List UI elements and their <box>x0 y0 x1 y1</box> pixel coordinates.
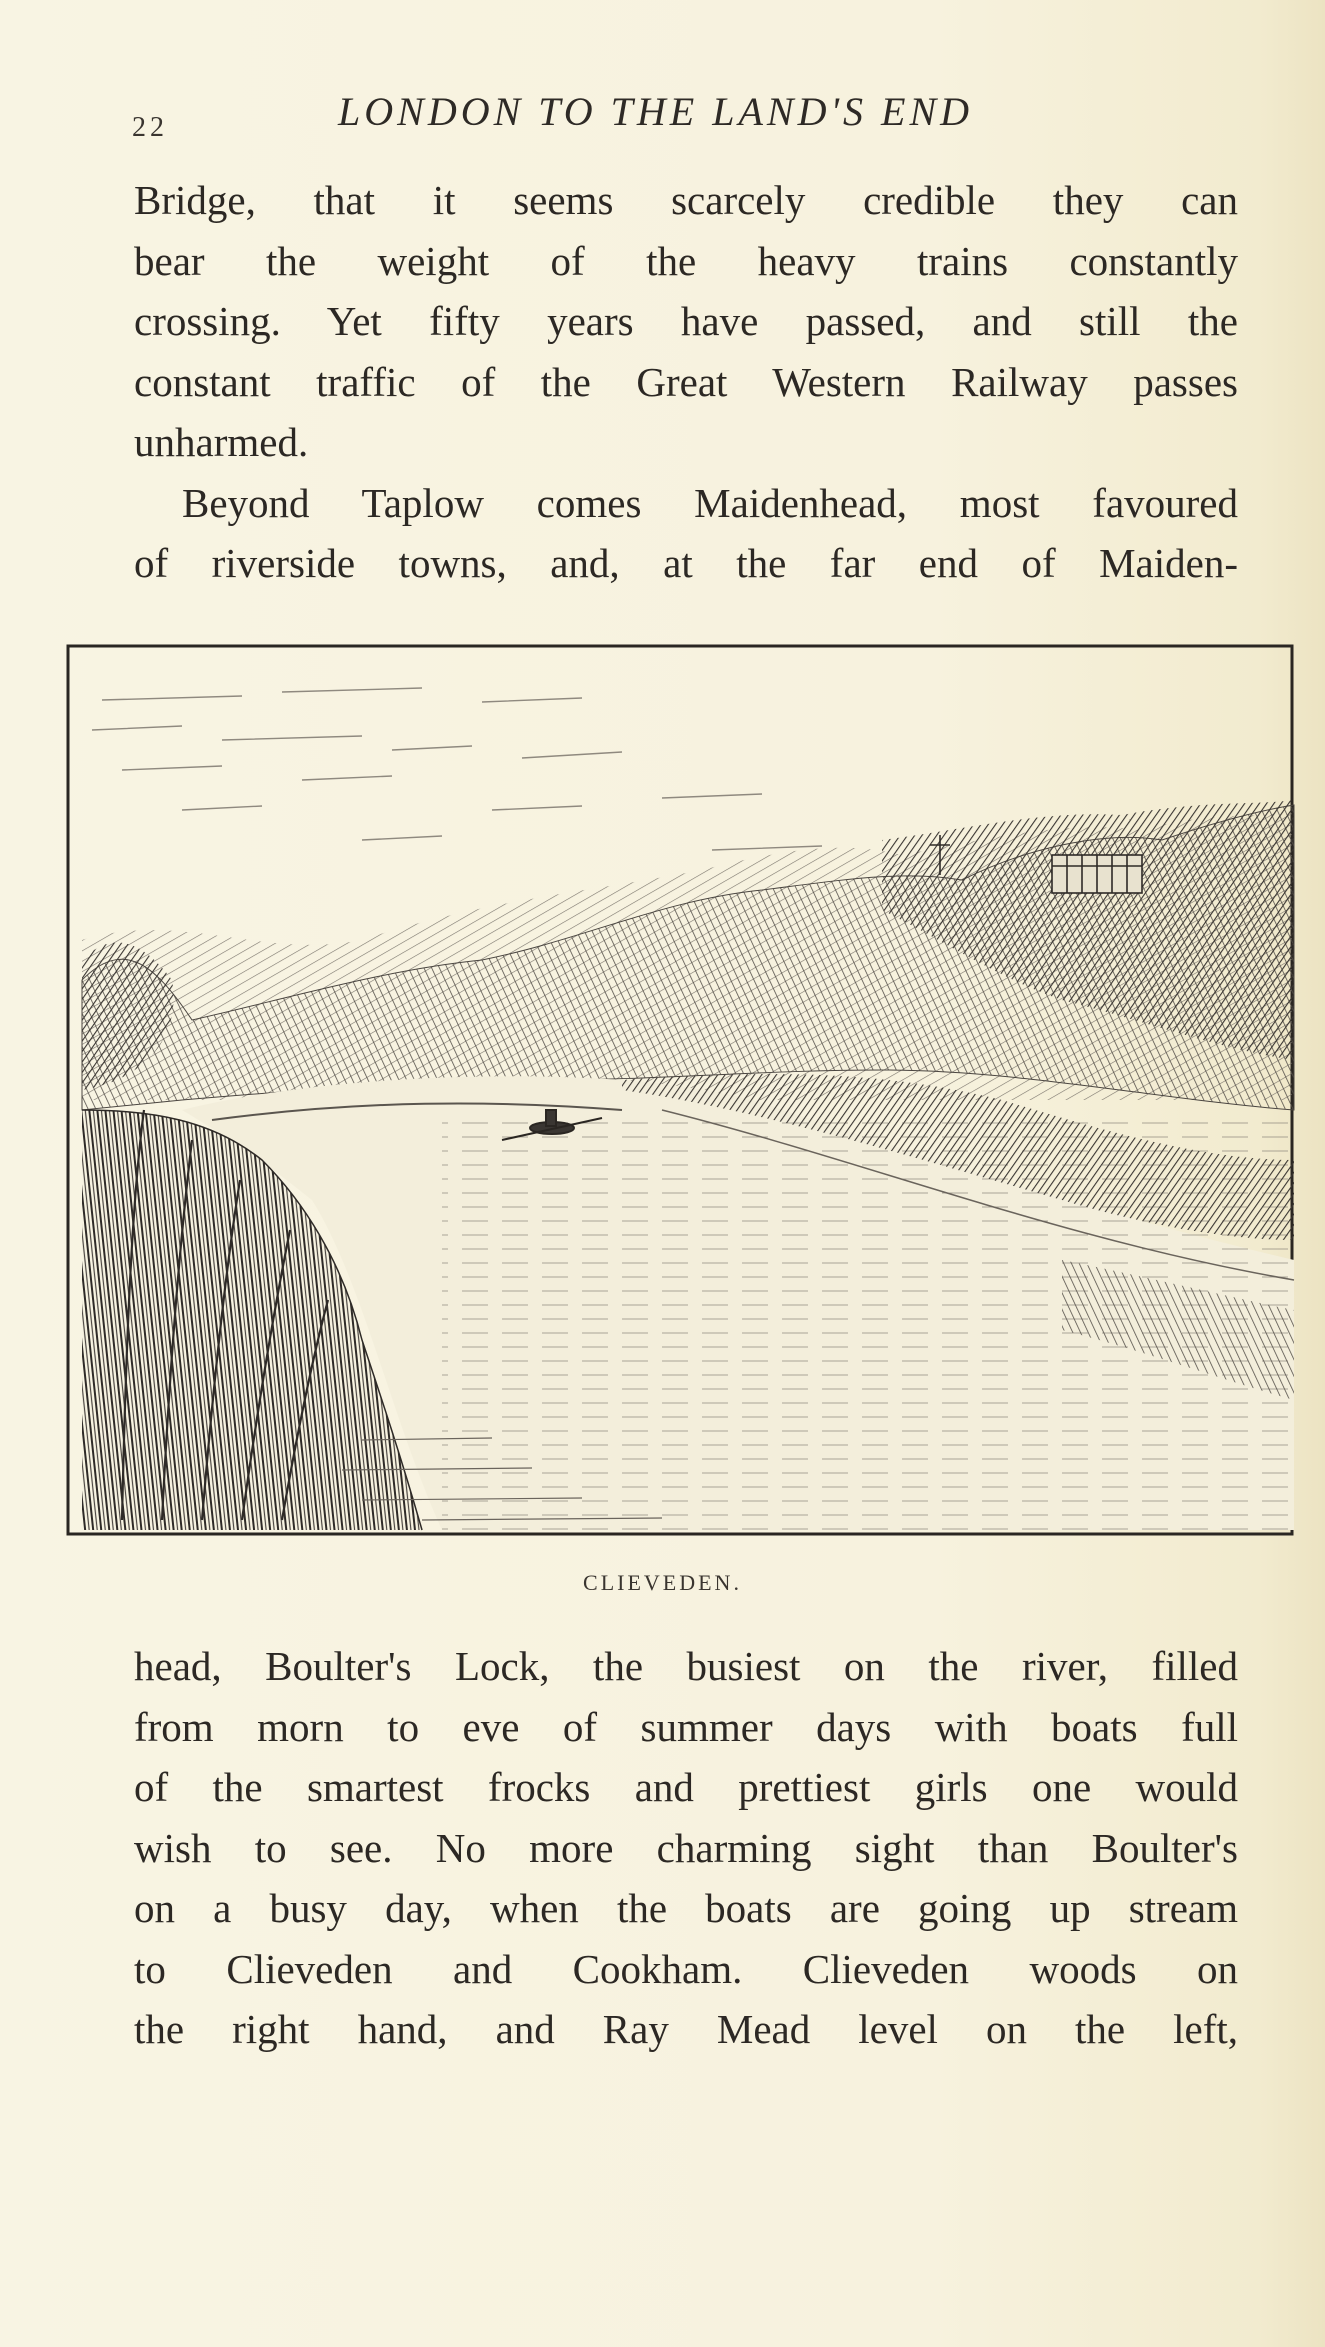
running-title: LONDON TO THE LAND'S END <box>338 89 974 134</box>
text-line: of riverside towns, and, at the far end of Maiden- <box>134 540 1238 586</box>
text-line: wish to see. No more charming sight than Boulter's <box>134 1824 1238 1871</box>
text-line: on a busy day, when the boats are going up stream <box>134 1885 1238 1931</box>
figure-caption: CLIEVEDEN. <box>583 1570 742 1595</box>
text-line: Bridge, that it seems scarcely credible they can <box>134 177 1238 223</box>
text-line: unharmed. <box>134 419 309 465</box>
text-line: to Clieveden and Cookham. Clieveden woods on <box>134 1945 1238 1992</box>
river-landscape-engraving <box>62 640 1298 1540</box>
text-line: of the smartest frocks and prettiest girls one would <box>134 1764 1238 1810</box>
text-line: head, Boulter's Lock, the busiest on the river, filled <box>134 1643 1238 1689</box>
engraving-illustration <box>62 640 1298 1540</box>
text-line: crossing. Yet fifty years have passed, and still the <box>134 298 1238 344</box>
page-number: 22 <box>132 112 168 143</box>
paragraph-block-top <box>134 170 1238 594</box>
paragraph-block-bottom <box>134 1636 1238 2060</box>
text-line: the right hand, and Ray Mead level on the left, <box>134 2006 1238 2052</box>
text-line: Beyond Taplow comes Maidenhead, most favoured <box>182 479 1238 526</box>
running-head <box>132 88 1232 148</box>
text-line: constant traffic of the Great Western Railway passes <box>134 358 1238 405</box>
text-line: from morn to eve of summer days with boats full <box>134 1703 1238 1750</box>
text-line: bear the weight of the heavy trains constantly <box>134 237 1238 284</box>
